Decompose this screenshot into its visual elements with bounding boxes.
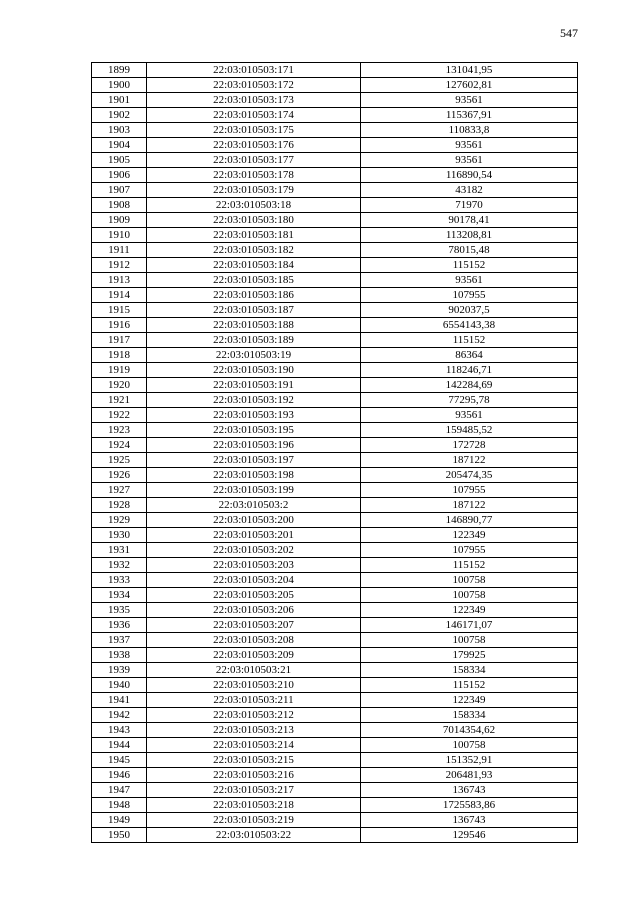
table-row bbox=[92, 738, 578, 753]
cadastral-number-cell: 22:03:010503:201 bbox=[147, 528, 361, 543]
table-row bbox=[92, 813, 578, 828]
row-number-cell: 1918 bbox=[92, 348, 147, 363]
value-cell: 93561 bbox=[361, 273, 578, 288]
table-row bbox=[92, 138, 578, 153]
cadastral-number-cell: 22:03:010503:175 bbox=[147, 123, 361, 138]
table-row bbox=[92, 378, 578, 393]
table-row bbox=[92, 228, 578, 243]
table-row bbox=[92, 183, 578, 198]
row-number-cell: 1926 bbox=[92, 468, 147, 483]
row-number-cell: 1940 bbox=[92, 678, 147, 693]
value-cell: 107955 bbox=[361, 543, 578, 558]
row-number-cell: 1924 bbox=[92, 438, 147, 453]
value-cell: 115152 bbox=[361, 678, 578, 693]
value-cell: 93561 bbox=[361, 138, 578, 153]
cadastral-number-cell: 22:03:010503:176 bbox=[147, 138, 361, 153]
row-number-cell: 1905 bbox=[92, 153, 147, 168]
value-cell: 93561 bbox=[361, 93, 578, 108]
cadastral-number-cell: 22:03:010503:213 bbox=[147, 723, 361, 738]
row-number-cell: 1913 bbox=[92, 273, 147, 288]
row-number-cell: 1935 bbox=[92, 603, 147, 618]
row-number-cell: 1944 bbox=[92, 738, 147, 753]
table-row bbox=[92, 543, 578, 558]
value-cell: 100758 bbox=[361, 588, 578, 603]
cadastral-number-cell: 22:03:010503:182 bbox=[147, 243, 361, 258]
row-number-cell: 1927 bbox=[92, 483, 147, 498]
table-row bbox=[92, 603, 578, 618]
value-cell: 136743 bbox=[361, 783, 578, 798]
table-row bbox=[92, 348, 578, 363]
value-cell: 107955 bbox=[361, 288, 578, 303]
value-cell: 187122 bbox=[361, 498, 578, 513]
value-cell: 71970 bbox=[361, 198, 578, 213]
table-row bbox=[92, 303, 578, 318]
row-number-cell: 1941 bbox=[92, 693, 147, 708]
cadastral-number-cell: 22:03:010503:193 bbox=[147, 408, 361, 423]
table-row bbox=[92, 438, 578, 453]
value-cell: 118246,71 bbox=[361, 363, 578, 378]
cadastral-number-cell: 22:03:010503:185 bbox=[147, 273, 361, 288]
table-row bbox=[92, 663, 578, 678]
table-row bbox=[92, 798, 578, 813]
cadastral-number-cell: 22:03:010503:191 bbox=[147, 378, 361, 393]
row-number-cell: 1950 bbox=[92, 828, 147, 843]
cadastral-number-cell: 22:03:010503:196 bbox=[147, 438, 361, 453]
row-number-cell: 1939 bbox=[92, 663, 147, 678]
cadastral-number-cell: 22:03:010503:212 bbox=[147, 708, 361, 723]
table-row bbox=[92, 528, 578, 543]
value-cell: 77295,78 bbox=[361, 393, 578, 408]
value-cell: 127602,81 bbox=[361, 78, 578, 93]
row-number-cell: 1916 bbox=[92, 318, 147, 333]
value-cell: 1725583,86 bbox=[361, 798, 578, 813]
cadastral-number-cell: 22:03:010503:209 bbox=[147, 648, 361, 663]
value-cell: 131041,95 bbox=[361, 63, 578, 78]
page-number: 547 bbox=[560, 26, 578, 40]
cadastral-number-cell: 22:03:010503:200 bbox=[147, 513, 361, 528]
row-number-cell: 1949 bbox=[92, 813, 147, 828]
cadastral-number-cell: 22:03:010503:187 bbox=[147, 303, 361, 318]
table-row bbox=[92, 243, 578, 258]
table-row bbox=[92, 93, 578, 108]
cadastral-number-cell: 22:03:010503:214 bbox=[147, 738, 361, 753]
value-cell: 43182 bbox=[361, 183, 578, 198]
cadastral-number-cell: 22:03:010503:197 bbox=[147, 453, 361, 468]
row-number-cell: 1899 bbox=[92, 63, 147, 78]
cadastral-number-cell: 22:03:010503:174 bbox=[147, 108, 361, 123]
cadastral-number-cell: 22:03:010503:190 bbox=[147, 363, 361, 378]
cadastral-number-cell: 22:03:010503:219 bbox=[147, 813, 361, 828]
row-number-cell: 1911 bbox=[92, 243, 147, 258]
value-cell: 115152 bbox=[361, 258, 578, 273]
table-body bbox=[92, 63, 578, 843]
cadastral-number-cell: 22:03:010503:2 bbox=[147, 498, 361, 513]
cadastral-number-cell: 22:03:010503:208 bbox=[147, 633, 361, 648]
value-cell: 122349 bbox=[361, 603, 578, 618]
cadastral-number-cell: 22:03:010503:205 bbox=[147, 588, 361, 603]
table-row bbox=[92, 828, 578, 843]
table-row bbox=[92, 723, 578, 738]
row-number-cell: 1934 bbox=[92, 588, 147, 603]
row-number-cell: 1933 bbox=[92, 573, 147, 588]
row-number-cell: 1909 bbox=[92, 213, 147, 228]
row-number-cell: 1947 bbox=[92, 783, 147, 798]
cadastral-number-cell: 22:03:010503:192 bbox=[147, 393, 361, 408]
value-cell: 93561 bbox=[361, 408, 578, 423]
row-number-cell: 1938 bbox=[92, 648, 147, 663]
row-number-cell: 1917 bbox=[92, 333, 147, 348]
row-number-cell: 1929 bbox=[92, 513, 147, 528]
cadastral-number-cell: 22:03:010503:173 bbox=[147, 93, 361, 108]
row-number-cell: 1930 bbox=[92, 528, 147, 543]
table-row bbox=[92, 648, 578, 663]
cadastral-number-cell: 22:03:010503:18 bbox=[147, 198, 361, 213]
row-number-cell: 1932 bbox=[92, 558, 147, 573]
row-number-cell: 1921 bbox=[92, 393, 147, 408]
cadastral-number-cell: 22:03:010503:195 bbox=[147, 423, 361, 438]
cadastral-number-cell: 22:03:010503:22 bbox=[147, 828, 361, 843]
row-number-cell: 1928 bbox=[92, 498, 147, 513]
value-cell: 129546 bbox=[361, 828, 578, 843]
row-number-cell: 1901 bbox=[92, 93, 147, 108]
cadastral-number-cell: 22:03:010503:19 bbox=[147, 348, 361, 363]
row-number-cell: 1937 bbox=[92, 633, 147, 648]
row-number-cell: 1914 bbox=[92, 288, 147, 303]
table-row bbox=[92, 63, 578, 78]
table-row bbox=[92, 513, 578, 528]
value-cell: 115152 bbox=[361, 333, 578, 348]
cadastral-number-cell: 22:03:010503:210 bbox=[147, 678, 361, 693]
value-cell: 136743 bbox=[361, 813, 578, 828]
value-cell: 100758 bbox=[361, 633, 578, 648]
table-row bbox=[92, 288, 578, 303]
table-row bbox=[92, 408, 578, 423]
cadastral-number-cell: 22:03:010503:189 bbox=[147, 333, 361, 348]
row-number-cell: 1906 bbox=[92, 168, 147, 183]
cadastral-number-cell: 22:03:010503:179 bbox=[147, 183, 361, 198]
row-number-cell: 1904 bbox=[92, 138, 147, 153]
table-row bbox=[92, 333, 578, 348]
row-number-cell: 1931 bbox=[92, 543, 147, 558]
cadastral-number-cell: 22:03:010503:178 bbox=[147, 168, 361, 183]
table-row bbox=[92, 273, 578, 288]
value-cell: 6554143,38 bbox=[361, 318, 578, 333]
table-row bbox=[92, 78, 578, 93]
table-row bbox=[92, 768, 578, 783]
row-number-cell: 1919 bbox=[92, 363, 147, 378]
value-cell: 86364 bbox=[361, 348, 578, 363]
row-number-cell: 1942 bbox=[92, 708, 147, 723]
value-cell: 158334 bbox=[361, 663, 578, 678]
value-cell: 179925 bbox=[361, 648, 578, 663]
table-row bbox=[92, 363, 578, 378]
table-row bbox=[92, 678, 578, 693]
row-number-cell: 1943 bbox=[92, 723, 147, 738]
table-row bbox=[92, 558, 578, 573]
cadastral-value-table bbox=[91, 62, 578, 843]
table-row bbox=[92, 633, 578, 648]
cadastral-number-cell: 22:03:010503:188 bbox=[147, 318, 361, 333]
cadastral-number-cell: 22:03:010503:198 bbox=[147, 468, 361, 483]
table-row bbox=[92, 783, 578, 798]
table-row bbox=[92, 588, 578, 603]
table-row bbox=[92, 468, 578, 483]
cadastral-number-cell: 22:03:010503:203 bbox=[147, 558, 361, 573]
row-number-cell: 1907 bbox=[92, 183, 147, 198]
table-row bbox=[92, 393, 578, 408]
cadastral-number-cell: 22:03:010503:181 bbox=[147, 228, 361, 243]
row-number-cell: 1908 bbox=[92, 198, 147, 213]
value-cell: 187122 bbox=[361, 453, 578, 468]
value-cell: 78015,48 bbox=[361, 243, 578, 258]
table-row bbox=[92, 198, 578, 213]
row-number-cell: 1936 bbox=[92, 618, 147, 633]
value-cell: 142284,69 bbox=[361, 378, 578, 393]
value-cell: 90178,41 bbox=[361, 213, 578, 228]
cadastral-number-cell: 22:03:010503:215 bbox=[147, 753, 361, 768]
row-number-cell: 1923 bbox=[92, 423, 147, 438]
cadastral-number-cell: 22:03:010503:177 bbox=[147, 153, 361, 168]
value-cell: 93561 bbox=[361, 153, 578, 168]
value-cell: 151352,91 bbox=[361, 753, 578, 768]
value-cell: 122349 bbox=[361, 693, 578, 708]
value-cell: 7014354,62 bbox=[361, 723, 578, 738]
table-row bbox=[92, 618, 578, 633]
table-row bbox=[92, 753, 578, 768]
cadastral-number-cell: 22:03:010503:204 bbox=[147, 573, 361, 588]
cadastral-number-cell: 22:03:010503:180 bbox=[147, 213, 361, 228]
value-cell: 110833,8 bbox=[361, 123, 578, 138]
value-cell: 107955 bbox=[361, 483, 578, 498]
row-number-cell: 1920 bbox=[92, 378, 147, 393]
cadastral-number-cell: 22:03:010503:217 bbox=[147, 783, 361, 798]
cadastral-number-cell: 22:03:010503:218 bbox=[147, 798, 361, 813]
value-cell: 172728 bbox=[361, 438, 578, 453]
value-cell: 902037,5 bbox=[361, 303, 578, 318]
cadastral-number-cell: 22:03:010503:207 bbox=[147, 618, 361, 633]
table-row bbox=[92, 108, 578, 123]
row-number-cell: 1922 bbox=[92, 408, 147, 423]
value-cell: 146171,07 bbox=[361, 618, 578, 633]
row-number-cell: 1925 bbox=[92, 453, 147, 468]
value-cell: 158334 bbox=[361, 708, 578, 723]
value-cell: 206481,93 bbox=[361, 768, 578, 783]
table-row bbox=[92, 498, 578, 513]
cadastral-number-cell: 22:03:010503:199 bbox=[147, 483, 361, 498]
table-row bbox=[92, 693, 578, 708]
value-cell: 122349 bbox=[361, 528, 578, 543]
row-number-cell: 1902 bbox=[92, 108, 147, 123]
value-cell: 205474,35 bbox=[361, 468, 578, 483]
value-cell: 159485,52 bbox=[361, 423, 578, 438]
table-row bbox=[92, 318, 578, 333]
table-row bbox=[92, 483, 578, 498]
table-row bbox=[92, 573, 578, 588]
row-number-cell: 1945 bbox=[92, 753, 147, 768]
row-number-cell: 1903 bbox=[92, 123, 147, 138]
cadastral-number-cell: 22:03:010503:172 bbox=[147, 78, 361, 93]
value-cell: 116890,54 bbox=[361, 168, 578, 183]
value-cell: 100758 bbox=[361, 573, 578, 588]
cadastral-number-cell: 22:03:010503:206 bbox=[147, 603, 361, 618]
cadastral-number-cell: 22:03:010503:184 bbox=[147, 258, 361, 273]
cadastral-number-cell: 22:03:010503:216 bbox=[147, 768, 361, 783]
row-number-cell: 1946 bbox=[92, 768, 147, 783]
value-cell: 146890,77 bbox=[361, 513, 578, 528]
row-number-cell: 1912 bbox=[92, 258, 147, 273]
cadastral-number-cell: 22:03:010503:21 bbox=[147, 663, 361, 678]
cadastral-number-cell: 22:03:010503:202 bbox=[147, 543, 361, 558]
table-row bbox=[92, 213, 578, 228]
row-number-cell: 1910 bbox=[92, 228, 147, 243]
table-row bbox=[92, 423, 578, 438]
row-number-cell: 1948 bbox=[92, 798, 147, 813]
value-cell: 115367,91 bbox=[361, 108, 578, 123]
table-row bbox=[92, 708, 578, 723]
table-row bbox=[92, 153, 578, 168]
cadastral-number-cell: 22:03:010503:211 bbox=[147, 693, 361, 708]
table-row bbox=[92, 258, 578, 273]
table-row bbox=[92, 453, 578, 468]
value-cell: 100758 bbox=[361, 738, 578, 753]
row-number-cell: 1915 bbox=[92, 303, 147, 318]
value-cell: 113208,81 bbox=[361, 228, 578, 243]
table-row bbox=[92, 168, 578, 183]
row-number-cell: 1900 bbox=[92, 78, 147, 93]
cadastral-number-cell: 22:03:010503:186 bbox=[147, 288, 361, 303]
cadastral-number-cell: 22:03:010503:171 bbox=[147, 63, 361, 78]
value-cell: 115152 bbox=[361, 558, 578, 573]
table-row bbox=[92, 123, 578, 138]
